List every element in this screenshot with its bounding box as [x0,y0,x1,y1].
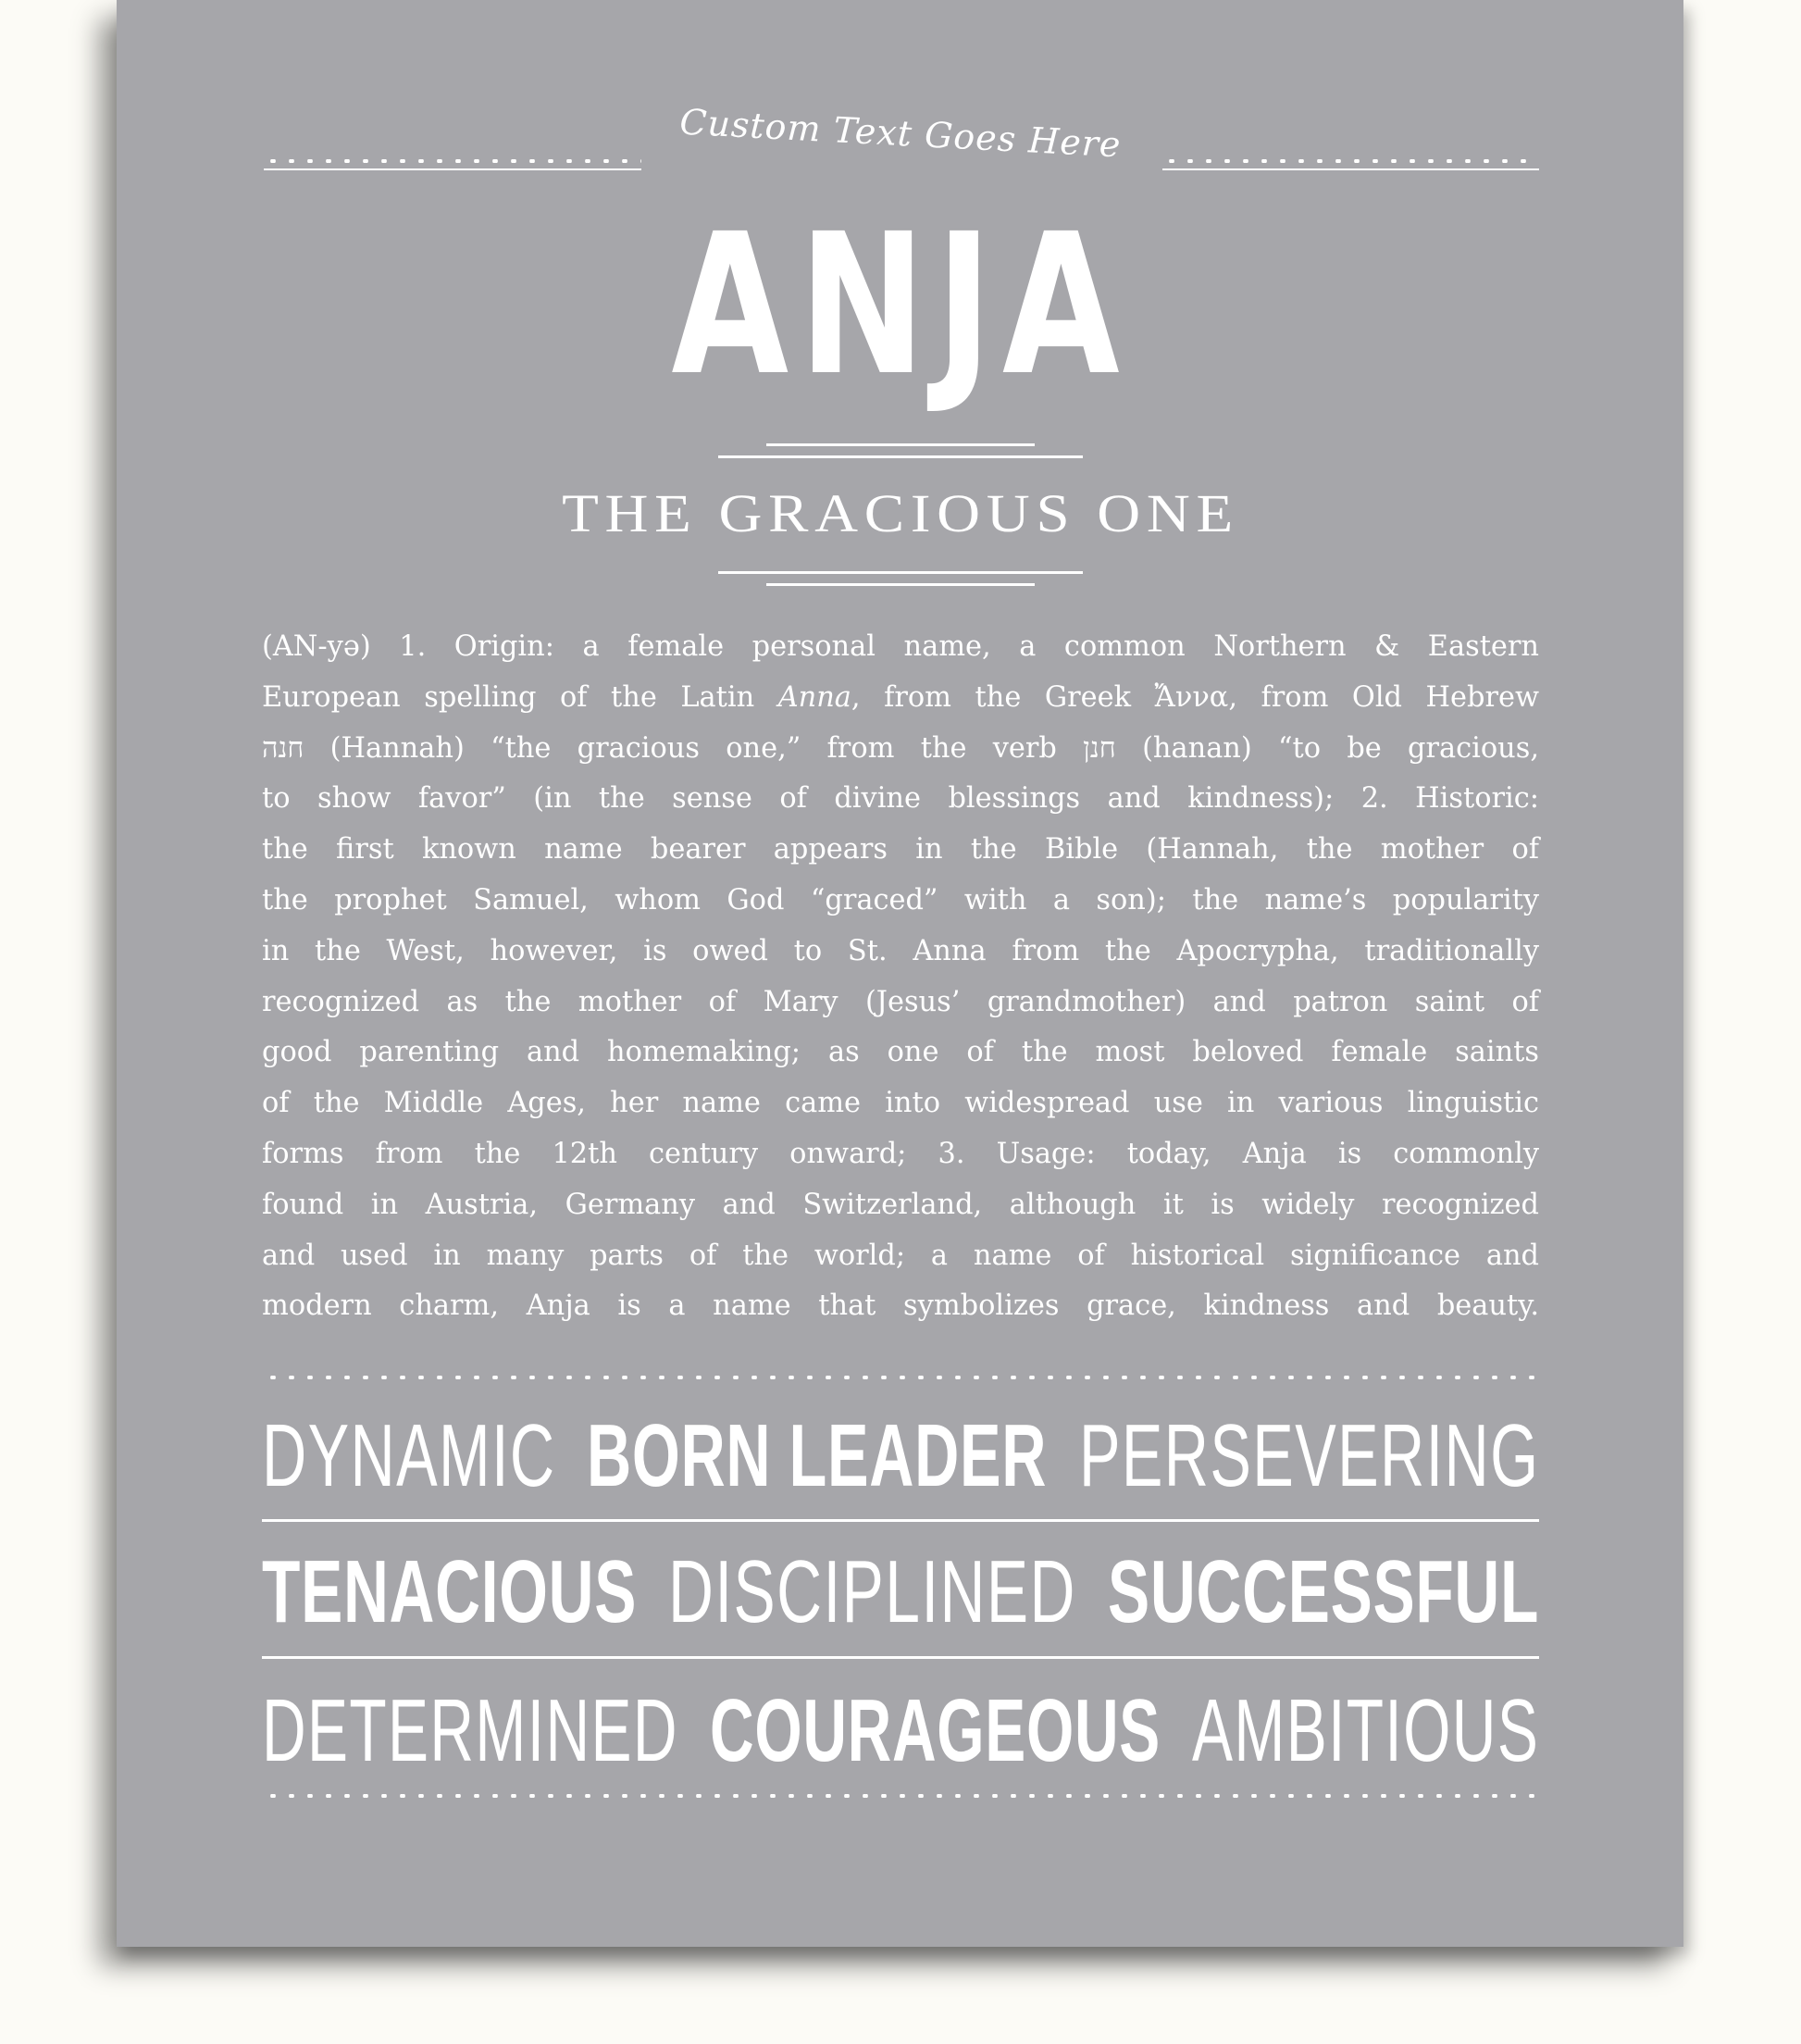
trait-word: BORN LEADER [587,1406,1048,1505]
top-right-divider-line [1162,168,1539,170]
name-meaning: THE GRACIOUS ONE [562,483,1239,543]
meaning-bottom-rule-short [766,583,1035,586]
traits-bottom-dotted-divider [264,1794,1539,1798]
definition-line: European spelling of the Latin Anna, from the Greek Ἄννα, from Old Hebrew [262,680,1540,714]
definition-line: and used in many parts of the world; a name of historical significance and [262,1239,1539,1272]
definition-line: in the West, however, is owed to St. Anna from the Apocrypha, traditionally [262,934,1539,967]
custom-text: Custom Text Goes Here [678,101,1123,166]
trait-word: DYNAMIC [262,1406,556,1505]
meaning-top-rule-short [766,443,1035,446]
definition-line: of the Middle Ages, her name came into widespread use in various linguistic [262,1087,1539,1120]
traits-row-1 [262,1405,1539,1507]
definition-line: the prophet Samuel, whom God “graced” with a son); the name’s popularity [262,883,1539,916]
top-right-dotted-divider [1162,159,1539,163]
definition-line: the first known name bearer appears in the Bible (Hannah, the mother of [262,833,1539,866]
meaning-bottom-rule-long [718,571,1083,574]
definition-line: to show favor” (in the sense of divine blessings and kindness); 2. Historic: [262,782,1539,816]
name-title: ANJA [671,192,1130,418]
trait-word: DISCIPLINED [668,1542,1076,1641]
trait-word: TENACIOUS [262,1542,638,1641]
name-definition [262,622,1539,1332]
traits-row-2 [262,1541,1539,1643]
traits-divider-2 [262,1656,1539,1659]
trait-word: COURAGEOUS [709,1681,1161,1780]
definition-line: recognized as the mother of Mary (Jesus’ grandmother) and patron saint of [262,985,1539,1018]
meaning-top-rule-long [718,455,1083,458]
top-left-divider-line [264,168,641,170]
name-poster [117,0,1683,1947]
traits-top-dotted-divider [264,1376,1539,1379]
traits-row-3 [262,1680,1539,1782]
traits-divider-1 [262,1519,1539,1522]
trait-word: PERSEVERING [1078,1406,1539,1505]
trait-word: AMBITIOUS [1191,1681,1539,1780]
definition-line: good parenting and homemaking; as one of the most beloved female saints [262,1036,1539,1069]
definition-line: (AN-yə) 1. Origin: a female personal name, a common Northern & Eastern [262,630,1539,663]
definition-line: forms from the 12th century onward; 3. Usage: today, Anja is commonly [262,1137,1539,1170]
poster-content [262,0,1539,1947]
trait-word: SUCCESSFUL [1107,1542,1539,1641]
trait-word: DETERMINED [262,1681,678,1780]
top-left-dotted-divider [264,159,641,163]
definition-line: found in Austria, Germany and Switzerland, although it is widely recognized [262,1188,1539,1221]
definition-line: modern charm, Anja is a name that symbolizes grace, kindness and beauty. [262,1290,1539,1323]
definition-line: חנה (Hannah) “the gracious one,” from the verb חנן (hanan) “to be gracious, [262,731,1540,765]
